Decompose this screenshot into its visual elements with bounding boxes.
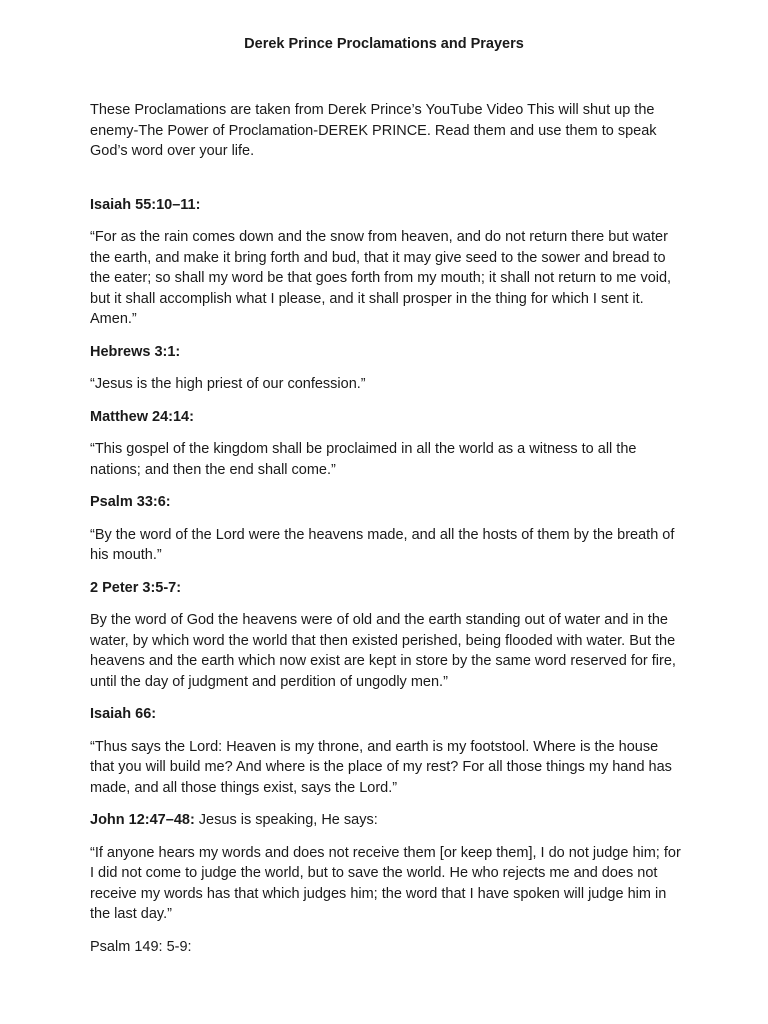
scripture-text: “If anyone hears my words and does not receive them [or keep them], I do not judge him; for I did not come to judge the world, but to save the world. He who rejects me and does not receive my words has that which judges him; the word that I have spoken will judge him in the last day.” [90,844,681,922]
scripture-reference: 2 Peter 3:5-7: [90,579,182,596]
scripture-text: “This gospel of the kingdom shall be proclaimed in all the world as a witness to all the nations; and then the end shall come.” [90,441,637,478]
intro-paragraph: These Proclamations are taken from Derek Prince’s YouTube Video This will shut up the enemy-The Power of Proclamation-DEREK PRINCE. Read them and use them to speak God’s word over your life. [90,102,657,159]
scripture-reference: Isaiah 66: [90,706,157,722]
reference-note: Jesus is speaking, He says: [194,812,378,828]
scripture-reference: Matthew 24:14: [90,408,194,425]
scripture-text: “For as the rain comes down and the snow from heaven, and do not return there but water the earth, and make it bring forth and bud, that it may give seed to the sower and bread to the eater; so shall my word be that goes forth from my mouth; it shall not return to me void, but it shall accomplish what I please, and it shall prosper in the thing for which I sent it. Amen.” [90,229,672,327]
scripture-reference: John 12:47–48: [90,812,195,828]
document-body [90,100,686,957]
document-title: Derek Prince Proclamations and Prayers [244,36,524,52]
scripture-text: “Jesus is the high priest of our confession.” [90,376,366,392]
scripture-text: “By the word of the Lord were the heavens made, and all the hosts of them by the breath of his mouth.” [90,526,675,563]
scripture-reference-line [90,810,686,831]
scripture-text: “Thus says the Lord: Heaven is my throne, and earth is my footstool. Where is the house that you will build me? And where is the place of my rest? For all those things my hand has made, and all those things exist, says the Lord.” [90,738,672,796]
scripture-reference: Isaiah 55:10–11: [90,196,201,213]
scripture-reference: Psalm 149: 5-9: [90,938,192,955]
scripture-reference: Psalm 33:6: [90,494,171,510]
scripture-text: By the word of God the heavens were of old and the earth standing out of water and in the water, by which word the world that then existed perished, being flooded with water. But the heavens and the earth which now exist are kept in store by the same word reserved for fire, until the day of judgment and perdition of ungodly men.” [90,612,676,690]
scripture-reference: Hebrews 3:1: [90,343,181,360]
